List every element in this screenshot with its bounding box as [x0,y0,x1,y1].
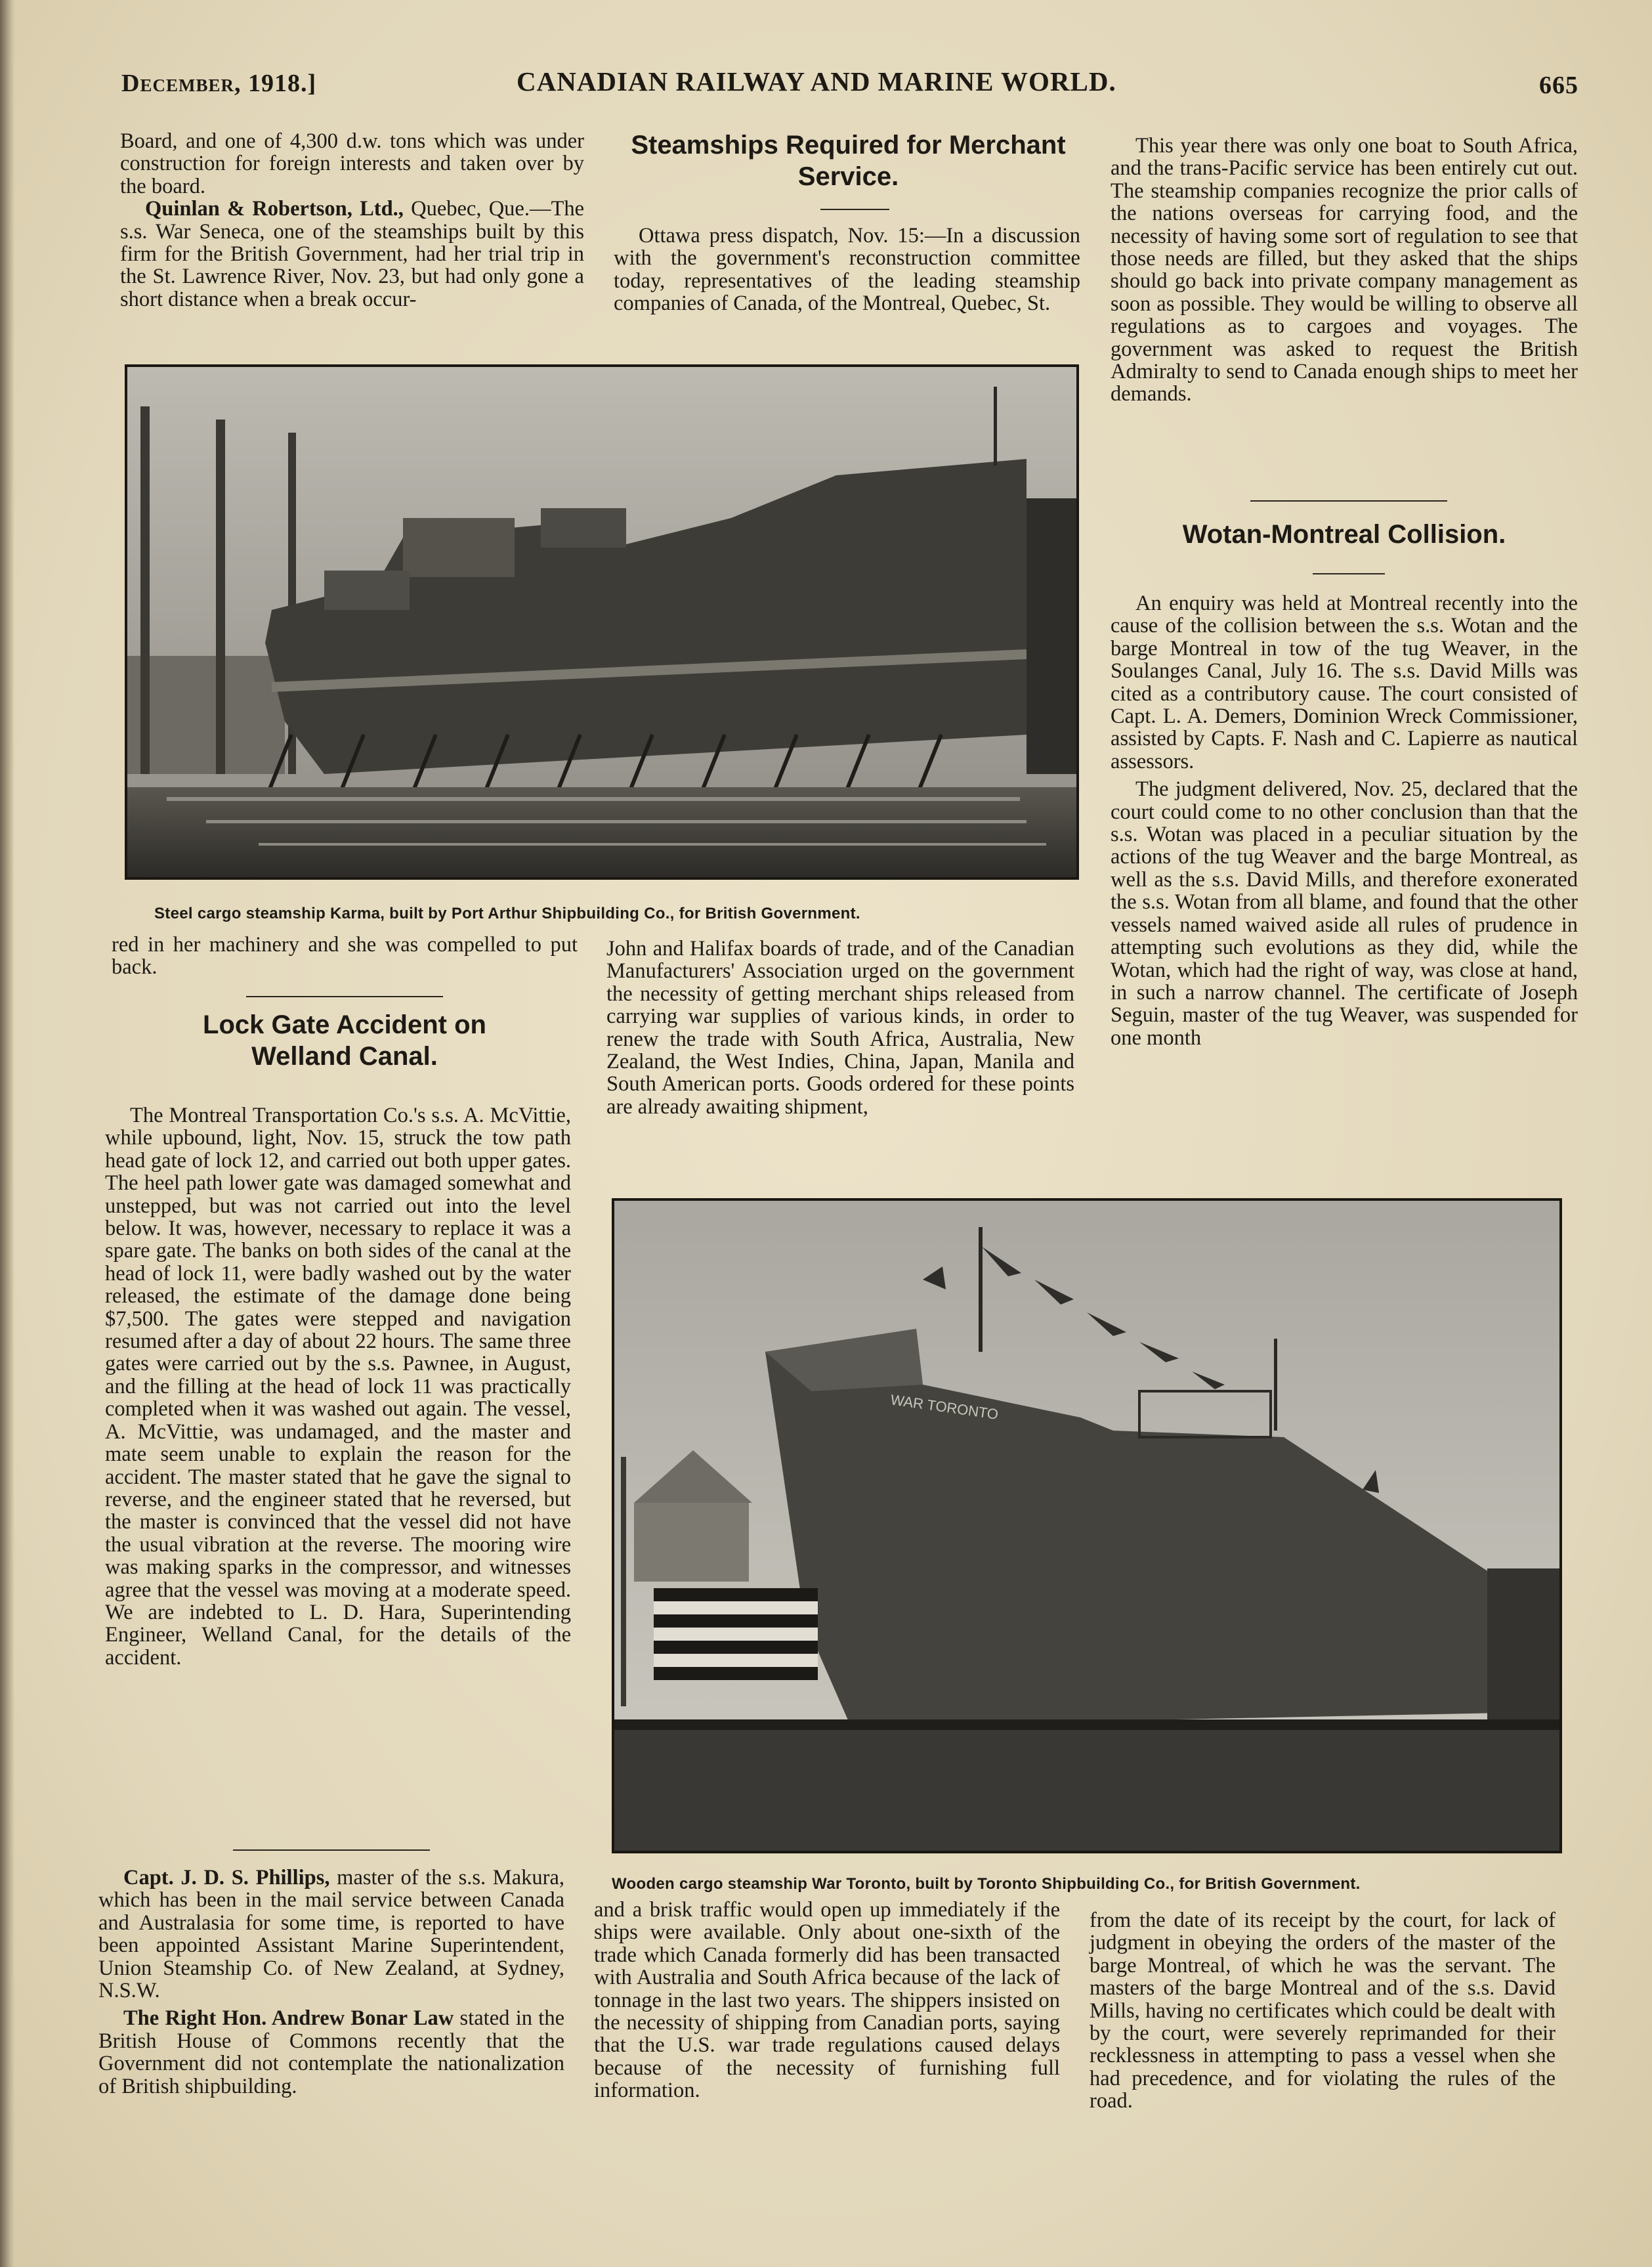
binding-gutter [0,0,14,2267]
divider [1313,573,1385,574]
ship-karma-illustration [127,367,1076,877]
page-number: 665 [1539,72,1578,99]
ship-name-on-hull: WAR TORONTO [889,1391,1000,1423]
paragraph: Board, and one of 4,300 d.w. tons which was under construction for foreign interests and taken over by the board. [120,129,584,198]
header-journal-title: CANADIAN RAILWAY AND MARINE WORLD. [517,66,1116,97]
paragraph: John and Halifax boards of trade, and of the Canadian Manufacturers' Association urged on the government the necessity of getting merchant ships released from carrying war supplies of various kinds, in order to renew the trade with South Africa, Australia, New Zealand, the West Indies, China, Japan, Manila and South American ports. Goods ordered for these points are already awaiting shipment, [606,937,1074,1119]
heading-lock-gate-accident: Lock Gate Accident on Welland Canal. [203,1010,486,1071]
paragraph [98,2007,564,2098]
paragraph-text: Quebec, Que.—The s.s. War Seneca, one of the steamships built by this firm for the British Government, had her trial trip in the St. Lawrence River, Nov. 23, but had only gone a short distance when a break occur- [120,197,584,311]
company-name: Quinlan & Robertson, Ltd., [145,197,404,221]
caption-photo-war-toronto: Wooden cargo steamship War Toronto, built by Toronto Shipbuilding Co., for British Government. [612,1875,1361,1893]
paragraph [120,198,584,311]
col1-top [120,130,584,311]
paragraph: red in her machinery and she was compelled to put back. [112,933,578,980]
heading-steamships: Steamships Required for Merchant Service. [631,131,1066,191]
col3-bottom [1090,1909,1556,2113]
lockgate-body [105,1104,571,1669]
paragraph: and a brisk traffic would open up immediately if the ships were available. Only about one-sixth of the trade which Canada formerly did has been transacted with Australia and South Africa because of the lack of tonnage in the last two years. The shippers insisted on the necessity of shipping from Canadian ports, saying that the U.S. war trade regulations caused delays because of the necessity of furnishing full information. [594,1898,1060,2103]
wotan-body [1111,592,1578,1049]
divider [1250,500,1447,502]
heading-wotan-collision: Wotan-Montreal Collision. [1182,520,1506,549]
photo-steamship-karma [125,364,1079,880]
paragraph: The Montreal Transportation Co.'s s.s. A. McVittie, while upbound, light, Nov. 15, struck the tow path head gate of lock 12, and carried out both upper gates. The heel path lower gate was damaged somewhat and unstepped, but was not carried out into the level below. It was, however, necessary to replace it was a spare gate. The banks on both sides of the canal at the head of lock 11, were badly washed out by the water released, the estimate of the damage done being $7,500. The gates were stepped and navigation resumed after a day of about 22 hours. The same three gates were carried out by the s.s. Pawnee, in August, and the filling at the head of lock 11 was practically completed when it was washed out again. The vessel, A. McVittie, was undamaged, and the master and mate seem unable to explain the reason for the accident. The master stated that he gave the signal to reverse, and the engineer stated that he reversed, but the master is convinced that the vessel did not have the usual vibration at the reverse. The mooring wire was making sparks in the compressor, and witnesses agree that the vessel was moving at a moderate speed. We are indebted to L. D. Hara, Superintending Engineer, Welland Canal, for the details of the accident. [105,1104,571,1670]
person-name: Capt. J. D. S. Phillips, [123,1866,330,1889]
paragraph: Ottawa press dispatch, Nov. 15:—In a discussion with the government's reconstruction committee today, representatives of the leading steamship companies of Canada, of the Montreal, Quebec, St. [614,224,1080,316]
caption-photo-karma: Steel cargo steamship Karma, built by Port Arthur Shipbuilding Co., for British Government. [154,905,860,922]
col3-top [1111,135,1578,406]
col2-bottom [594,1899,1060,2102]
paragraph: An enquiry was held at Montreal recently into the cause of the collision between the s.s. Wotan and the barge Montreal in tow of the tug Weaver, in the Soulanges Canal, July 16. The s.s. David Mills was cited as a contributory cause. The court consisted of Capt. L. A. Demers, Dominion Wreck Commissioner, assisted by Capts. F. Nash and C. Lapierre as nautical assessors. [1111,592,1578,773]
paragraph: This year there was only one boat to South Africa, and the trans-Pacific service has been entirely cut out. The steamship companies recognize the prior calls of the nations overseas for carrying food, and the necessity of having some sort of regulation to see that those needs are filled, but they asked that the ships should go back into private company management as soon as possible. They would be willing to observe all regulations as to cargoes and voyages. The government was asked to request the British Admiralty to send to Canada enough ships to meet her demands. [1111,134,1578,406]
divider [820,209,889,210]
col1-mid [112,934,578,979]
ship-war-toronto-illustration [614,1201,1559,1851]
steamships-body [614,225,1080,315]
paragraph: from the date of its receipt by the court, for lack of judgment in obeying the orders of the master of the barge Montreal, of which he was the servant. The masters of the barge Montreal and of the s.s. David Mills, having no certificates which could be dealt with by the court, were severely reprimanded for their recklessness in attempting to pass a vessel when she had precedence, and for violating the rules of the road. [1090,1909,1556,2113]
paragraph [98,1867,564,2002]
paragraph-text: master of the s.s. Makura, which has been in the mail service between Canada and Australasia for some time, is reported to have been appointed Assistant Marine Superintendent, Union Steamship Co. of New Zealand, at Sydney, N.S.W. [98,1866,564,2003]
col1-bottom [98,1867,564,2098]
divider [246,996,443,997]
col2-mid [606,938,1074,1118]
header-date: December, 1918.] [121,70,317,97]
paragraph-text: stated in the British House of Commons recently that the Government did not contemplate the nationalization of British shipbuilding. [98,2006,564,2098]
paragraph: The judgment delivered, Nov. 25, declared that the court could come to no other conclusion than that the s.s. Wotan was placed in a peculiar situation by the actions of the tug Weaver and the barge Montreal, as well as the s.s. David Mills, and therefore exonerated the s.s. Wotan from all blame, and found that the other vessels named waived aside all rules of prudence in attempting such evolutions as they did, while the Wotan, which had the right of way, was close at hand, in such a narrow channel. The certificate of Joseph Seguin, master of the tug Weaver, was suspended for one month [1111,777,1578,1050]
person-name: The Right Hon. Andrew Bonar Law [123,2006,454,2031]
divider [233,1849,430,1851]
photo-steamship-war-toronto [612,1198,1562,1853]
